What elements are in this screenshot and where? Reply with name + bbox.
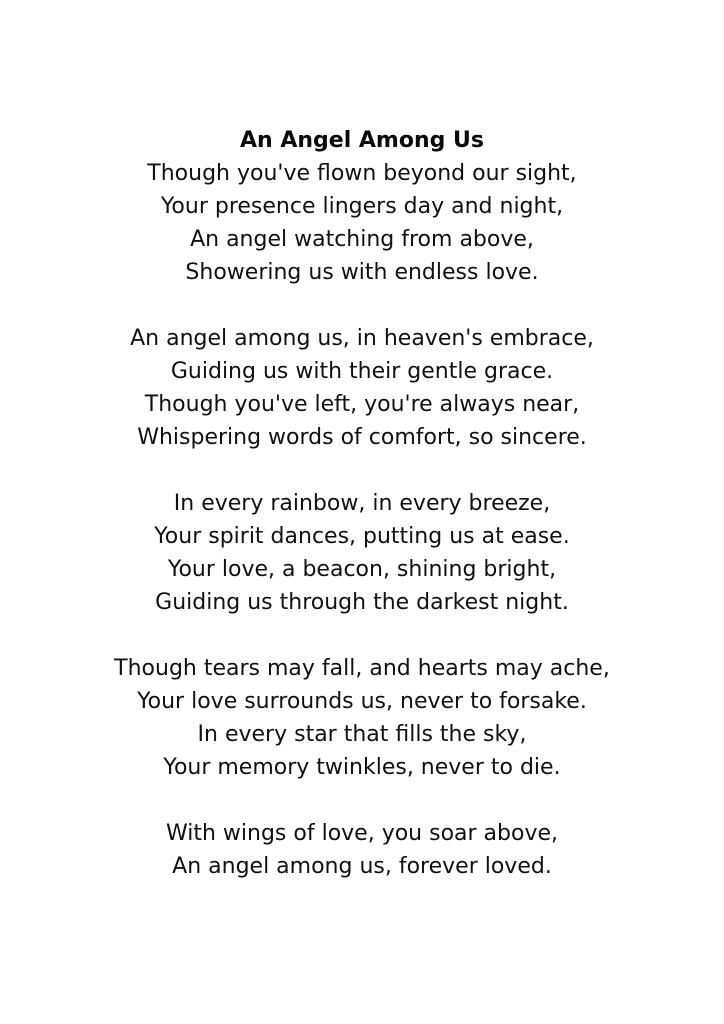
poem-line: Showering us with endless love. — [185, 260, 539, 285]
poem-line: Though you've flown beyond our sight, — [147, 161, 577, 186]
poem-line: An angel among us, forever loved. — [172, 854, 552, 879]
poem-line: Whispering words of comfort, so sincere. — [137, 425, 587, 450]
poem — [0, 124, 724, 916]
poem-line: With wings of love, you soar above, — [165, 821, 559, 846]
poem-line: An angel watching from above, — [190, 227, 534, 252]
poem-line: In every rainbow, in every breeze, — [173, 491, 551, 516]
poem-line: Your spirit dances, putting us at ease. — [154, 524, 570, 549]
stanza-1 — [0, 157, 724, 289]
poem-line: Guiding us with their gentle grace. — [170, 359, 554, 384]
stanza-2 — [0, 322, 724, 454]
stanza-4 — [0, 652, 724, 784]
poem-title: An Angel Among Us — [240, 128, 484, 153]
poem-line: Your presence lingers day and night, — [160, 194, 564, 219]
poem-line: Guiding us through the darkest night. — [155, 590, 569, 615]
poem-line: Your love, a beacon, shining bright, — [167, 557, 557, 582]
poem-line: Though tears may fall, and hearts may ache, — [114, 656, 610, 681]
poem-line: In every star that fills the sky, — [197, 722, 527, 747]
poem-line: Your memory twinkles, never to die. — [163, 755, 561, 780]
stanza-5 — [0, 817, 724, 883]
stanza-3 — [0, 487, 724, 619]
poem-line: Though you've left, you're always near, — [144, 392, 580, 417]
poem-line: An angel among us, in heaven's embrace, — [130, 326, 594, 351]
poem-line: Your love surrounds us, never to forsake. — [137, 689, 587, 714]
